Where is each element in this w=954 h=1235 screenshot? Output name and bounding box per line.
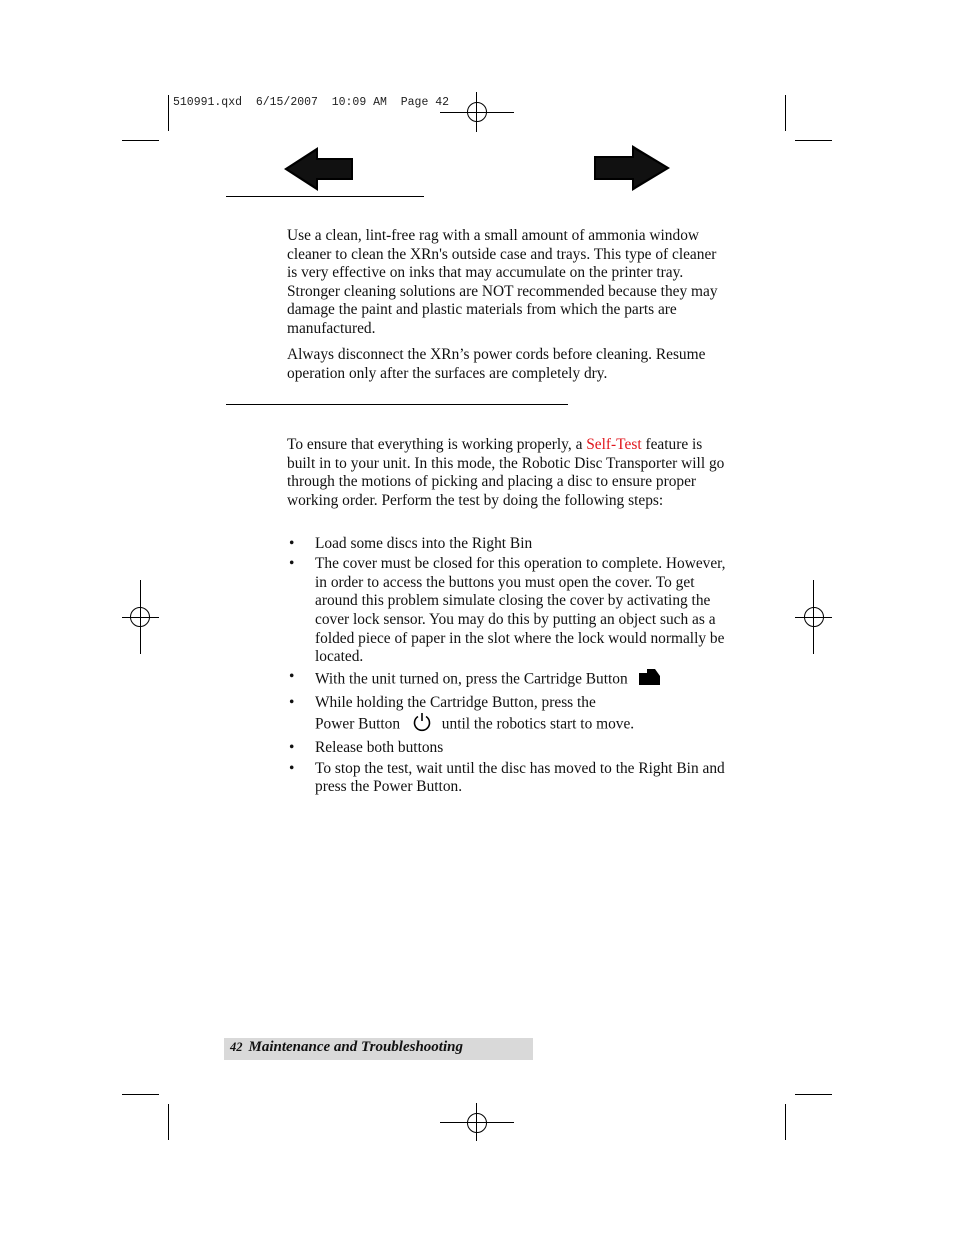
left-arrow-icon[interactable] [282, 146, 356, 192]
selftest-intro-text: To ensure that everything is working properly, a [287, 436, 587, 453]
crop-mark [795, 1094, 832, 1095]
list-item [287, 535, 732, 554]
bullet: • [289, 668, 295, 686]
crop-mark [785, 95, 786, 131]
footer [224, 1038, 533, 1060]
section-rule [226, 196, 424, 197]
step-text: Release both buttons [315, 739, 444, 757]
selftest-intro-text-2: feature is built in to your unit. In this mode, the Robotic Disc Transporter will go through the motions of picking and placing a disc to ensure proper working order. Perform the test by doing the following steps: [287, 436, 725, 509]
selftest-intro [287, 436, 727, 510]
list-item [287, 668, 732, 692]
crop-mark [122, 1094, 159, 1095]
bullet: • [289, 535, 295, 552]
step-text: until the robotics start to move. [441, 715, 635, 733]
cleaning-section [287, 227, 727, 339]
page-number: 42 [230, 1040, 243, 1054]
step-text: While holding the Cartridge Button, press the [315, 693, 596, 711]
power-button-icon [412, 712, 432, 738]
step-text: Load some discs into the Right Bin [315, 535, 533, 552]
bullet: • [289, 759, 295, 777]
file-info: 510991.qxd 6/15/2007 10:09 AM Page 42 [173, 96, 450, 109]
list-item [287, 694, 732, 738]
crop-mark [795, 140, 832, 141]
bullet: • [289, 693, 295, 711]
selftest-steps [287, 535, 732, 798]
bullet: • [289, 555, 295, 573]
step-text: The cover must be closed for this operation to complete. However, in order to access the buttons you must open the cover. To get around this problem simulate closing the cover by activating the cover lock sensor. You may do this by putting an object such as a folded piece of paper in the slot where the lock would normally be located. [315, 555, 726, 666]
cleaning-note [287, 346, 727, 383]
cleaning-paragraph: Use a clean, lint-free rag with a small amount of ammonia window cleaner to clean the XRn's outside case and trays. This type of cleaner is very effective on inks that may accumulate on the printer tray. Stronger cleaning solutions are NOT recommended because they may damage the paint and plastic materials from which the parts are manufactured. [287, 227, 718, 337]
crop-mark [168, 1104, 169, 1140]
footer-section-title: Maintenance and Troubleshooting [248, 1039, 463, 1055]
cleaning-paragraph-2: Always disconnect the XRn’s power cords before cleaning. Resume operation only after the surfaces are completely dry. [287, 346, 706, 382]
list-item [287, 739, 732, 758]
crop-mark [122, 140, 159, 141]
section-rule [226, 404, 568, 405]
list-item [287, 760, 732, 797]
bullet: • [289, 739, 295, 757]
self-test-link[interactable]: Self-Test [586, 436, 642, 453]
step-text: Power Button [315, 715, 401, 733]
step-text: To stop the test, wait until the disc has moved to the Right Bin and press the Power Button. [315, 759, 725, 796]
crop-mark [168, 95, 169, 131]
crop-mark [785, 1104, 786, 1140]
step-text: With the unit turned on, press the Cartridge Button [315, 670, 628, 688]
right-arrow-icon[interactable] [592, 144, 672, 193]
cartridge-button-icon [638, 668, 662, 692]
list-item [287, 555, 732, 667]
